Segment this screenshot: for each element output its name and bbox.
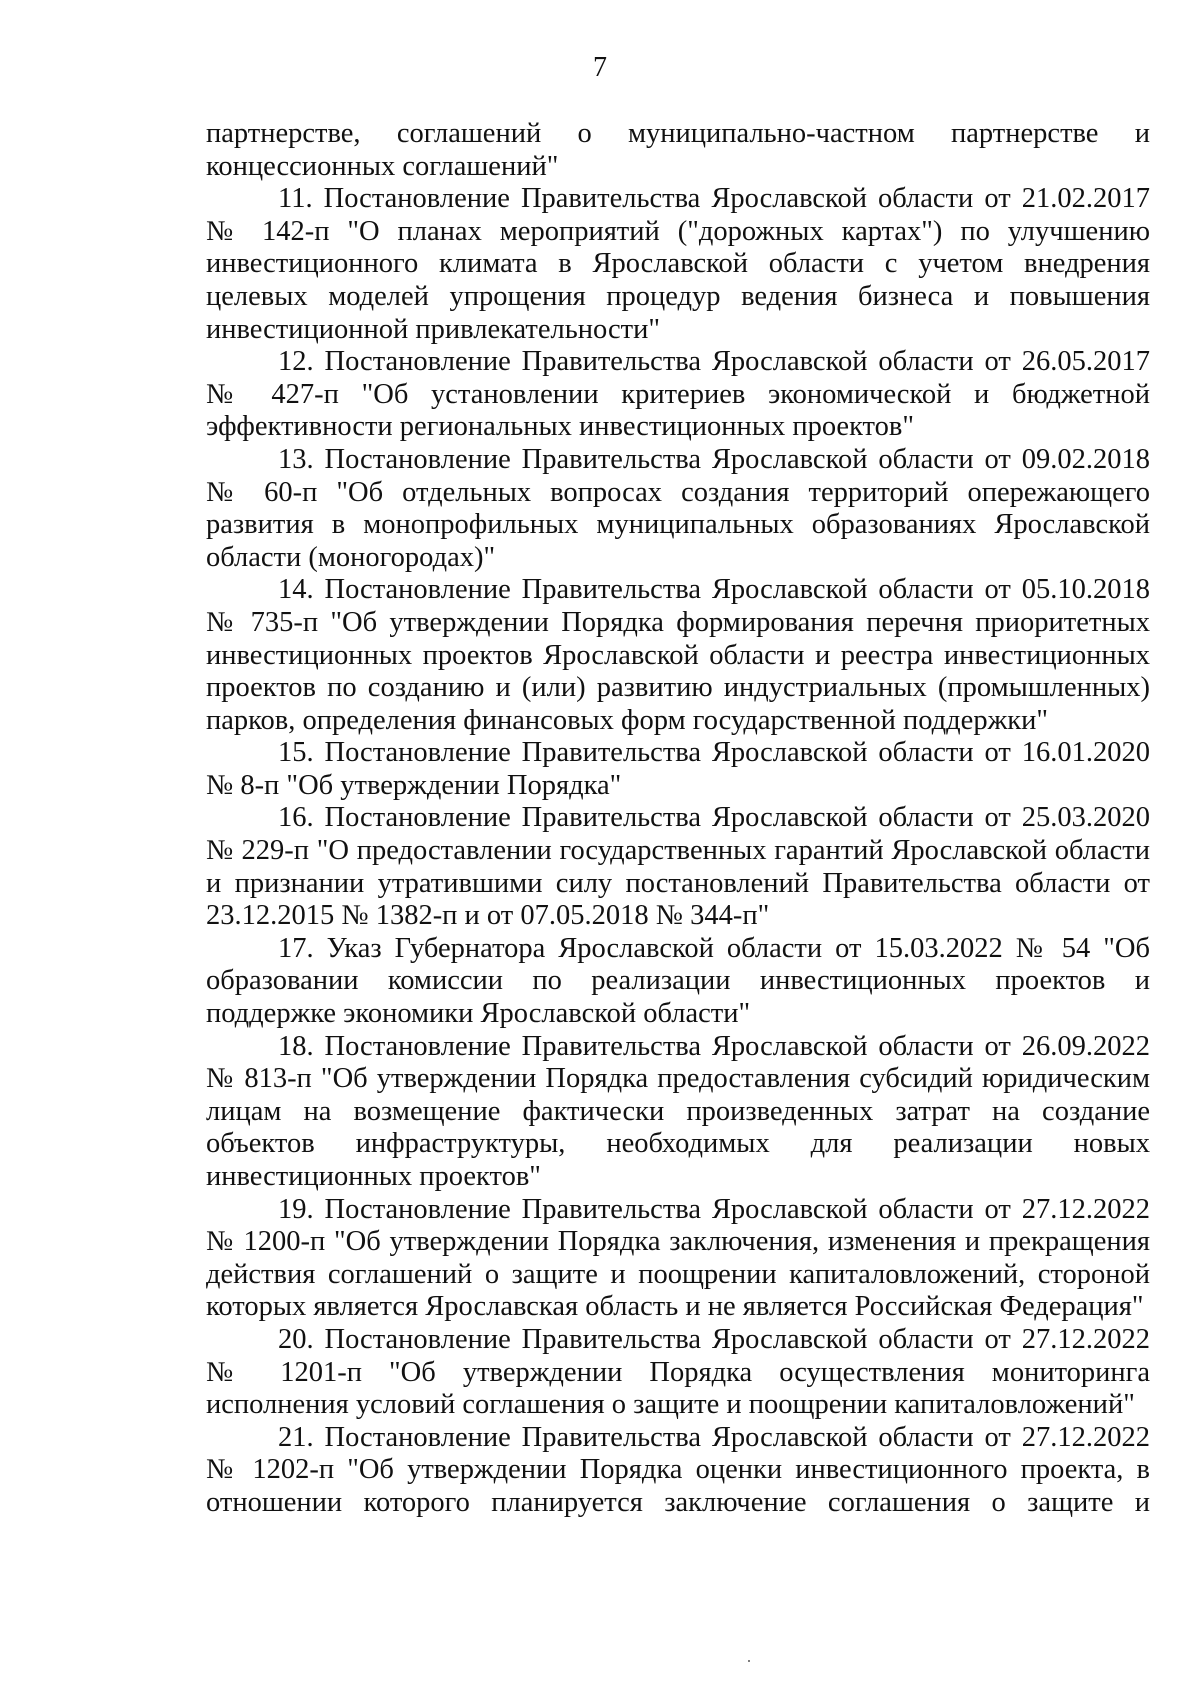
paragraph-14: 14. Постановление Правительства Ярославской области от 05.10.2018 № 735-п "Об утверждении Порядка формирования перечня приоритетных инвестиционных проектов Ярославской области и реестра инвестиционных проектов по созданию и (или) развитию индустриальных (промышленных) парков, определения финансовых форм государственной поддержки" xyxy=(206,574,1150,736)
paragraph-17: 17. Указ Губернатора Ярославской области от 15.03.2022 № 54 "Об образовании комиссии по реализации инвестиционных проектов и поддержке экономики Ярославской области" xyxy=(206,932,1150,1030)
page-number: 7 xyxy=(593,52,607,83)
paragraph-18: 18. Постановление Правительства Ярославской области от 26.09.2022 № 813-п "Об утверждении Порядка предоставления субсидий юридическим лицам на возмещение фактически произведенных затрат на создание объектов инфраструктуры, необходимых для реализации новых инвестиционных проектов" xyxy=(206,1030,1150,1192)
paragraph-20: 20. Постановление Правительства Ярославской области от 27.12.2022 № 1201-п "Об утверждении Порядка осуществления мониторинга исполнения условий соглашения о защите и поощрении капиталовложений" xyxy=(206,1323,1150,1421)
paragraph-10-continued: партнерстве, соглашений о муниципально-частном партнерстве и концессионных соглашений" xyxy=(206,118,1150,182)
paragraph-21: 21. Постановление Правительства Ярославской области от 27.12.2022 № 1202-п "Об утверждении Порядка оценки инвестиционного проекта, в отношении которого планируется заключение соглашения о защите и xyxy=(206,1421,1150,1518)
paragraph-13: 13. Постановление Правительства Ярославской области от 09.02.2018 № 60-п "Об отдельных вопросах создания территорий опережающего развития в монопрофильных муниципальных образованиях Ярославской области (моногородах)" xyxy=(206,443,1150,573)
paragraph-11: 11. Постановление Правительства Ярославской области от 21.02.2017 № 142-п "О планах мероприятий ("дорожных картах") по улучшению инвестиционного климата в Ярославской области с учетом внедрения целевых моделей упрощения процедур ведения бизнеса и повышения инвестиционной привлекательности" xyxy=(206,183,1150,345)
paragraph-19: 19. Постановление Правительства Ярославской области от 27.12.2022 № 1200-п "Об утверждении Порядка заключения, изменения и прекращения действия соглашений о защите и поощрении капиталовложений, стороной которых является Ярославская область и не является Российская Федерация" xyxy=(206,1193,1150,1323)
document-body xyxy=(206,118,1150,1520)
paragraph-15: 15. Постановление Правительства Ярославской области от 16.01.2020 № 8-п "Об утверждении Порядка" xyxy=(206,737,1150,801)
paragraph-12: 12. Постановление Правительства Ярославской области от 26.05.2017 № 427-п "Об установлении критериев экономической и бюджетной эффективности региональных инвестиционных проектов" xyxy=(206,346,1150,443)
paragraph-16: 16. Постановление Правительства Ярославской области от 25.03.2020 № 229-п "О предоставлении государственных гарантий Ярославской области и признании утратившими силу постановлений Правительства области от 23.12.2015 № 1382-п и от 07.05.2018 № 344-п" xyxy=(206,802,1150,932)
scan-speck xyxy=(748,1660,750,1662)
